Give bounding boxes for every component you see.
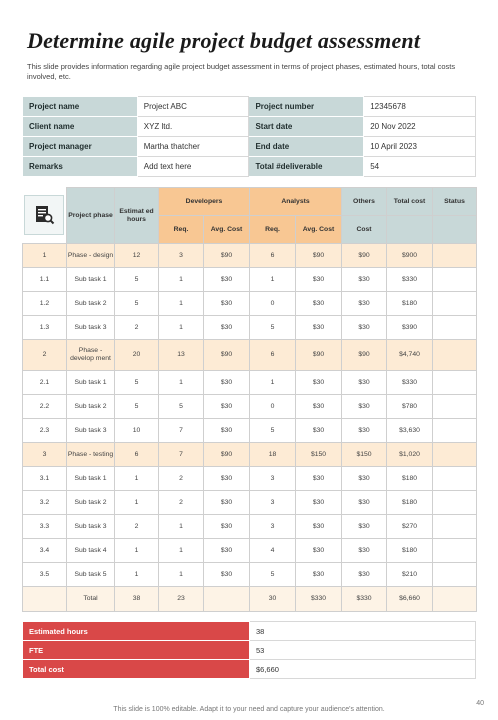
cell-status — [433, 491, 477, 515]
info-row — [23, 117, 476, 137]
project-info-table — [22, 96, 476, 177]
cell-id: 1.3 — [23, 316, 67, 340]
table-row — [23, 539, 477, 563]
summary-label: FTE — [23, 641, 250, 660]
cell-areq: 1 — [250, 268, 296, 292]
table-row — [23, 268, 477, 292]
cell-phase: Total — [67, 587, 115, 612]
cell-other: $30 — [342, 419, 387, 443]
cell-dcost: $30 — [204, 395, 250, 419]
cell-total: $180 — [387, 491, 433, 515]
cell-acost: $90 — [296, 244, 342, 268]
cell-dcost: $90 — [204, 244, 250, 268]
footer-note: This slide is 100% editable. Adapt it to your need and capture your audience's attention. — [113, 706, 385, 713]
cell-phase: Sub task 3 — [67, 515, 115, 539]
cell-areq: 18 — [250, 443, 296, 467]
cell-hours: 1 — [115, 491, 159, 515]
table-row — [23, 371, 477, 395]
header-analyst-req: Req. — [250, 216, 296, 244]
header-status-blank — [433, 216, 477, 244]
table-row — [23, 395, 477, 419]
info-row — [23, 97, 476, 117]
cell-status — [433, 395, 477, 419]
cell-hours: 1 — [115, 467, 159, 491]
cell-dreq: 13 — [159, 340, 204, 371]
cell-status — [433, 316, 477, 340]
info-value: 54 — [364, 157, 476, 177]
cell-hours: 20 — [115, 340, 159, 371]
cell-dcost: $30 — [204, 316, 250, 340]
cell-areq: 4 — [250, 539, 296, 563]
cell-phase: Phase - testing — [67, 443, 115, 467]
cell-total: $3,630 — [387, 419, 433, 443]
header-project-phase: Project phase — [67, 188, 115, 244]
cell-id — [23, 587, 67, 612]
cell-id: 2 — [23, 340, 67, 371]
cell-areq: 3 — [250, 515, 296, 539]
cell-dreq: 1 — [159, 268, 204, 292]
cell-phase: Phase - develop ment — [67, 340, 115, 371]
info-label: Remarks — [23, 157, 138, 177]
info-label: Total #deliverable — [249, 157, 364, 177]
cell-dreq: 1 — [159, 563, 204, 587]
info-value: 12345678 — [364, 97, 476, 117]
cell-dcost: $30 — [204, 491, 250, 515]
header-status: Status — [433, 188, 477, 216]
cell-hours: 5 — [115, 395, 159, 419]
cell-acost: $30 — [296, 371, 342, 395]
cell-acost: $150 — [296, 443, 342, 467]
table-row — [23, 443, 477, 467]
summary-table — [22, 621, 476, 679]
cell-other: $30 — [342, 371, 387, 395]
cell-other: $30 — [342, 491, 387, 515]
cell-phase: Phase - design — [67, 244, 115, 268]
summary-row — [23, 622, 476, 641]
cell-areq: 6 — [250, 340, 296, 371]
header-dev-avg-cost: Avg. Cost — [204, 216, 250, 244]
cell-dreq: 1 — [159, 539, 204, 563]
cell-status — [433, 563, 477, 587]
cell-other: $30 — [342, 515, 387, 539]
cell-dcost: $30 — [204, 419, 250, 443]
cell-dcost: $30 — [204, 268, 250, 292]
cell-acost: $30 — [296, 268, 342, 292]
cell-areq: 0 — [250, 292, 296, 316]
cell-areq: 5 — [250, 316, 296, 340]
cell-dreq: 2 — [159, 467, 204, 491]
table-row — [23, 467, 477, 491]
page-subtitle: This slide provides information regarding agile project budget assessment in terms of project phases, estimated hours, total costs involved, etc. — [27, 62, 456, 81]
header-others-cost: Cost — [342, 216, 387, 244]
cell-dcost: $30 — [204, 371, 250, 395]
table-row — [23, 515, 477, 539]
cell-phase: Sub task 3 — [67, 316, 115, 340]
cell-other: $30 — [342, 539, 387, 563]
cell-dcost: $30 — [204, 515, 250, 539]
cell-acost: $330 — [296, 587, 342, 612]
cell-phase: Sub task 3 — [67, 419, 115, 443]
cell-total: $900 — [387, 244, 433, 268]
header-dev-req: Req. — [159, 216, 204, 244]
cell-hours: 1 — [115, 563, 159, 587]
cell-id: 3.2 — [23, 491, 67, 515]
cell-id: 3 — [23, 443, 67, 467]
cell-id: 1.2 — [23, 292, 67, 316]
cell-id: 3.1 — [23, 467, 67, 491]
summary-label: Total cost — [23, 660, 250, 679]
table-row — [23, 419, 477, 443]
cell-areq: 3 — [250, 467, 296, 491]
cell-hours: 2 — [115, 316, 159, 340]
cell-id: 2.3 — [23, 419, 67, 443]
cell-id: 3.5 — [23, 563, 67, 587]
info-row — [23, 137, 476, 157]
cell-id: 3.4 — [23, 539, 67, 563]
cell-total: $210 — [387, 563, 433, 587]
cell-other: $30 — [342, 395, 387, 419]
cell-total: $180 — [387, 539, 433, 563]
info-label: Start date — [249, 117, 364, 137]
cell-phase: Sub task 2 — [67, 491, 115, 515]
cell-hours: 10 — [115, 419, 159, 443]
cell-other: $30 — [342, 467, 387, 491]
info-value: 10 April 2023 — [364, 137, 476, 157]
summary-value: $6,660 — [250, 660, 476, 679]
cell-acost: $30 — [296, 563, 342, 587]
cell-status — [433, 419, 477, 443]
cell-total: $780 — [387, 395, 433, 419]
cell-total: $1,020 — [387, 443, 433, 467]
cell-dcost: $90 — [204, 443, 250, 467]
cell-phase: Sub task 1 — [67, 467, 115, 491]
table-row — [23, 491, 477, 515]
cell-total: $4,740 — [387, 340, 433, 371]
cell-areq: 1 — [250, 371, 296, 395]
cell-id: 2.2 — [23, 395, 67, 419]
cell-status — [433, 587, 477, 612]
table-row — [23, 340, 477, 371]
cell-hours: 6 — [115, 443, 159, 467]
info-value: Add text here — [137, 157, 249, 177]
cell-total: $330 — [387, 268, 433, 292]
cell-acost: $30 — [296, 316, 342, 340]
cell-status — [433, 292, 477, 316]
header-others: Others — [342, 188, 387, 216]
cell-status — [433, 340, 477, 371]
cell-other: $150 — [342, 443, 387, 467]
totals-row — [23, 587, 477, 612]
info-row — [23, 157, 476, 177]
cell-areq: 5 — [250, 419, 296, 443]
cell-phase: Sub task 2 — [67, 292, 115, 316]
cell-areq: 6 — [250, 244, 296, 268]
header-total-cost-blank — [387, 216, 433, 244]
cell-dcost — [204, 587, 250, 612]
info-value: 20 Nov 2022 — [364, 117, 476, 137]
cell-dreq: 1 — [159, 371, 204, 395]
header-total-cost: Total cost — [387, 188, 433, 216]
cell-hours: 5 — [115, 292, 159, 316]
cell-dreq: 1 — [159, 316, 204, 340]
page-title: Determine agile project budget assessment — [27, 28, 421, 53]
info-label: Project manager — [23, 137, 138, 157]
cell-acost: $30 — [296, 539, 342, 563]
cell-hours: 1 — [115, 539, 159, 563]
cell-total: $180 — [387, 292, 433, 316]
cell-other: $30 — [342, 268, 387, 292]
info-label: Client name — [23, 117, 138, 137]
cell-dcost: $30 — [204, 292, 250, 316]
cell-status — [433, 515, 477, 539]
cell-phase: Sub task 1 — [67, 268, 115, 292]
cell-dreq: 3 — [159, 244, 204, 268]
cell-dreq: 1 — [159, 292, 204, 316]
cell-status — [433, 467, 477, 491]
cell-dreq: 1 — [159, 515, 204, 539]
cell-acost: $30 — [296, 395, 342, 419]
cell-total: $330 — [387, 371, 433, 395]
summary-row — [23, 660, 476, 679]
cell-status — [433, 443, 477, 467]
table-row — [23, 316, 477, 340]
cell-areq: 30 — [250, 587, 296, 612]
cell-acost: $30 — [296, 292, 342, 316]
header-estimated-hours: Estimat ed hours — [115, 188, 159, 244]
page-number: 40 — [476, 700, 484, 707]
cell-id: 3.3 — [23, 515, 67, 539]
top-bar — [0, 0, 498, 22]
cell-total: $390 — [387, 316, 433, 340]
cell-acost: $30 — [296, 467, 342, 491]
table-row — [23, 292, 477, 316]
info-value: Martha thatcher — [137, 137, 249, 157]
cell-acost: $30 — [296, 491, 342, 515]
cell-other: $30 — [342, 316, 387, 340]
cell-other: $330 — [342, 587, 387, 612]
cell-phase: Sub task 5 — [67, 563, 115, 587]
cell-dreq: 2 — [159, 491, 204, 515]
cell-dreq: 7 — [159, 443, 204, 467]
summary-value: 38 — [250, 622, 476, 641]
cell-dcost: $30 — [204, 539, 250, 563]
cell-status — [433, 371, 477, 395]
cell-acost: $30 — [296, 419, 342, 443]
cell-status — [433, 244, 477, 268]
cell-other: $90 — [342, 340, 387, 371]
summary-row — [23, 641, 476, 660]
table-row — [23, 563, 477, 587]
cell-other: $30 — [342, 563, 387, 587]
cell-hours: 5 — [115, 371, 159, 395]
info-label: End date — [249, 137, 364, 157]
icon-cell — [23, 188, 67, 244]
cell-hours: 2 — [115, 515, 159, 539]
cell-phase: Sub task 2 — [67, 395, 115, 419]
cell-status — [433, 539, 477, 563]
budget-table — [22, 187, 477, 612]
document-search-icon — [24, 195, 64, 235]
cell-areq: 5 — [250, 563, 296, 587]
cell-dreq: 7 — [159, 419, 204, 443]
cell-dcost: $90 — [204, 340, 250, 371]
cell-dcost: $30 — [204, 563, 250, 587]
cell-dreq: 23 — [159, 587, 204, 612]
cell-total: $270 — [387, 515, 433, 539]
cell-hours: 5 — [115, 268, 159, 292]
cell-status — [433, 268, 477, 292]
cell-hours: 38 — [115, 587, 159, 612]
cell-dreq: 5 — [159, 395, 204, 419]
info-label: Project number — [249, 97, 364, 117]
info-value: XYZ ltd. — [137, 117, 249, 137]
cell-other: $30 — [342, 292, 387, 316]
info-value: Project ABC — [137, 97, 249, 117]
cell-phase: Sub task 4 — [67, 539, 115, 563]
cell-areq: 0 — [250, 395, 296, 419]
summary-label: Estimated hours — [23, 622, 250, 641]
table-row — [23, 244, 477, 268]
cell-other: $90 — [342, 244, 387, 268]
cell-id: 2.1 — [23, 371, 67, 395]
cell-areq: 3 — [250, 491, 296, 515]
header-developers: Developers — [159, 188, 250, 216]
cell-total: $6,660 — [387, 587, 433, 612]
header-analysts: Analysts — [250, 188, 342, 216]
cell-phase: Sub task 1 — [67, 371, 115, 395]
info-label: Project name — [23, 97, 138, 117]
cell-acost: $90 — [296, 340, 342, 371]
cell-dcost: $30 — [204, 467, 250, 491]
summary-value: 53 — [250, 641, 476, 660]
cell-total: $180 — [387, 467, 433, 491]
cell-id: 1 — [23, 244, 67, 268]
cell-acost: $30 — [296, 515, 342, 539]
header-analyst-avg-cost: Avg. Cost — [296, 216, 342, 244]
cell-hours: 12 — [115, 244, 159, 268]
cell-id: 1.1 — [23, 268, 67, 292]
